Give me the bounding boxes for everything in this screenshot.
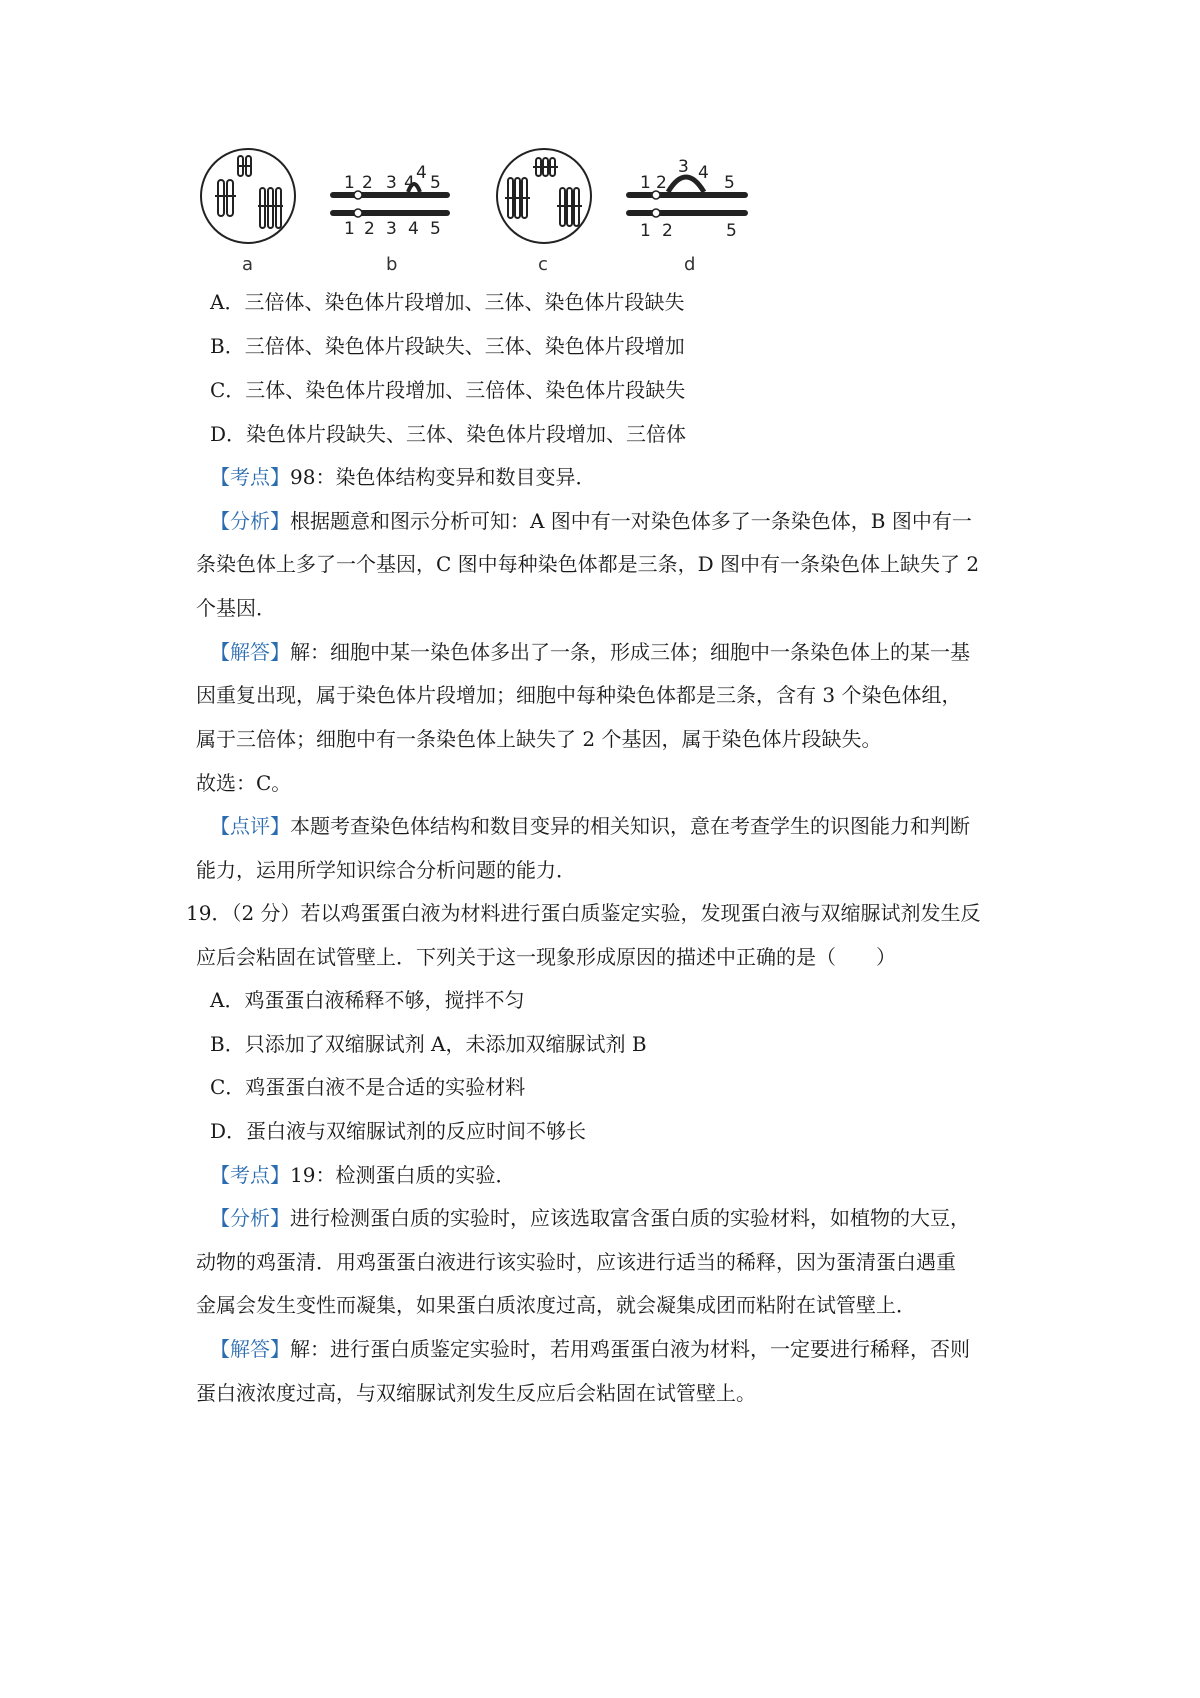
kaodian-tag: 【考点】 [210, 1163, 290, 1187]
figure-d-top-number: 2 [656, 173, 667, 193]
q18-option-c: C．三体、染色体片段增加、三倍体、染色体片段缺失 [210, 378, 686, 402]
fenxi-line: 个基因． [196, 596, 276, 620]
figure-a-cell [201, 149, 295, 243]
jieda-line: 故选：C。 [196, 771, 292, 795]
chromosome-figure [200, 148, 840, 298]
jieda-tag: 【解答】 [210, 1337, 290, 1361]
jieda-tag: 【解答】 [210, 640, 290, 664]
figure-label-d: d [684, 254, 696, 275]
q19-option-b: B．只添加了双缩脲试剂 A，未添加双缩脲试剂 B [210, 1032, 647, 1056]
fenxi-line: 进行检测蛋白质的实验时，应该选取富含蛋白质的实验材料，如植物的大豆， [290, 1206, 970, 1230]
fenxi-line: 根据题意和图示分析可知：A 图中有一对染色体多了一条染色体，B 图中有一 [290, 509, 972, 533]
q19-option-d: D．蛋白液与双缩脲试剂的反应时间不够长 [210, 1119, 587, 1143]
dianping-tag: 【点评】 [210, 814, 290, 838]
q18-option-b: B．三倍体、染色体片段缺失、三体、染色体片段增加 [210, 334, 685, 358]
q18-option-a: A．三倍体、染色体片段增加、三体、染色体片段缺失 [210, 290, 685, 314]
figure-d-bottom-number: 2 [662, 221, 673, 241]
q18-jieda [210, 638, 970, 666]
q18-dianping [210, 812, 970, 840]
figure-label-c: c [538, 254, 548, 275]
figure-b-top-number: 4 [416, 163, 427, 183]
figure-label-a: a [242, 254, 254, 275]
q19-fenxi [210, 1204, 970, 1232]
figure-d-top-number: 4 [698, 163, 709, 183]
q19-option-a: A．鸡蛋蛋白液稀释不够，搅拌不匀 [210, 988, 525, 1012]
q19-jieda [210, 1335, 970, 1363]
dianping-line: 本题考查染色体结构和数目变异的相关知识，意在考查学生的识图能力和判断 [290, 814, 970, 838]
q18-option-d: D．染色体片段缺失、三体、染色体片段增加、三倍体 [210, 422, 687, 446]
figure-b-bottom-number: 1 [344, 219, 355, 239]
figure-b-bottom-number: 5 [430, 219, 441, 239]
kaodian-text: 19：检测蛋白质的实验． [290, 1163, 516, 1187]
fenxi-line: 动物的鸡蛋清．用鸡蛋蛋白液进行该实验时，应该进行适当的稀释，因为蛋清蛋白遇重 [196, 1250, 956, 1274]
figure-b-top-number: 1 [344, 173, 355, 193]
figure-d-top-number: 5 [724, 173, 735, 193]
jieda-line: 解：进行蛋白质鉴定实验时，若用鸡蛋蛋白液为材料，一定要进行稀释，否则 [290, 1337, 970, 1361]
q19-stem: 应后会粘固在试管壁上．下列关于这一现象形成原因的描述中正确的是（ ） [196, 945, 896, 969]
fenxi-tag: 【分析】 [210, 1206, 290, 1230]
jieda-line: 解：细胞中某一染色体多出了一条，形成三体；细胞中一条染色体上的某一基 [290, 640, 970, 664]
q19-kaodian [210, 1161, 515, 1189]
kaodian-tag: 【考点】 [210, 465, 290, 489]
kaodian-text: 98：染色体结构变异和数目变异． [290, 465, 596, 489]
jieda-line: 属于三倍体；细胞中有一条染色体上缺失了 2 个基因，属于染色体片段缺失。 [196, 727, 882, 751]
figure-d-top-number: 1 [640, 173, 651, 193]
figure-d-bottom-number: 1 [640, 221, 651, 241]
figure-b-bottom-number: 3 [386, 219, 397, 239]
fenxi-tag: 【分析】 [210, 509, 290, 533]
dianping-line: 能力，运用所学知识综合分析问题的能力． [196, 858, 576, 882]
figure-b-top-number: 4 [404, 173, 415, 193]
figure-b-bottom-number: 2 [364, 219, 375, 239]
jieda-line: 蛋白液浓度过高，与双缩脲试剂发生反应后会粘固在试管壁上。 [196, 1381, 756, 1405]
figure-b-bottom-number: 4 [408, 219, 419, 239]
figure-c-cell [497, 149, 591, 243]
figure-b-top-number: 2 [362, 173, 373, 193]
figure-d-bottom-number: 5 [726, 221, 737, 241]
q19-stem: 19．（2 分）若以鸡蛋蛋白液为材料进行蛋白质鉴定实验，发现蛋白液与双缩脲试剂发生反 [186, 901, 981, 925]
jieda-line: 因重复出现，属于染色体片段增加；细胞中每种染色体都是三条，含有 3 个染色体组， [196, 683, 962, 707]
q18-kaodian [210, 463, 595, 491]
figure-label-b: b [386, 254, 398, 275]
figure-b-top-number: 5 [430, 173, 441, 193]
q19-option-c: C．鸡蛋蛋白液不是合适的实验材料 [210, 1075, 526, 1099]
figure-d-top-number: 3 [678, 157, 689, 177]
fenxi-line: 金属会发生变性而凝集，如果蛋白质浓度过高，就会凝集成团而粘附在试管壁上． [196, 1293, 916, 1317]
figure-b-top-number: 3 [386, 173, 397, 193]
fenxi-line: 条染色体上多了一个基因，C 图中每种染色体都是三条，D 图中有一条染色体上缺失了 2 [196, 552, 980, 576]
q18-fenxi [210, 507, 972, 535]
